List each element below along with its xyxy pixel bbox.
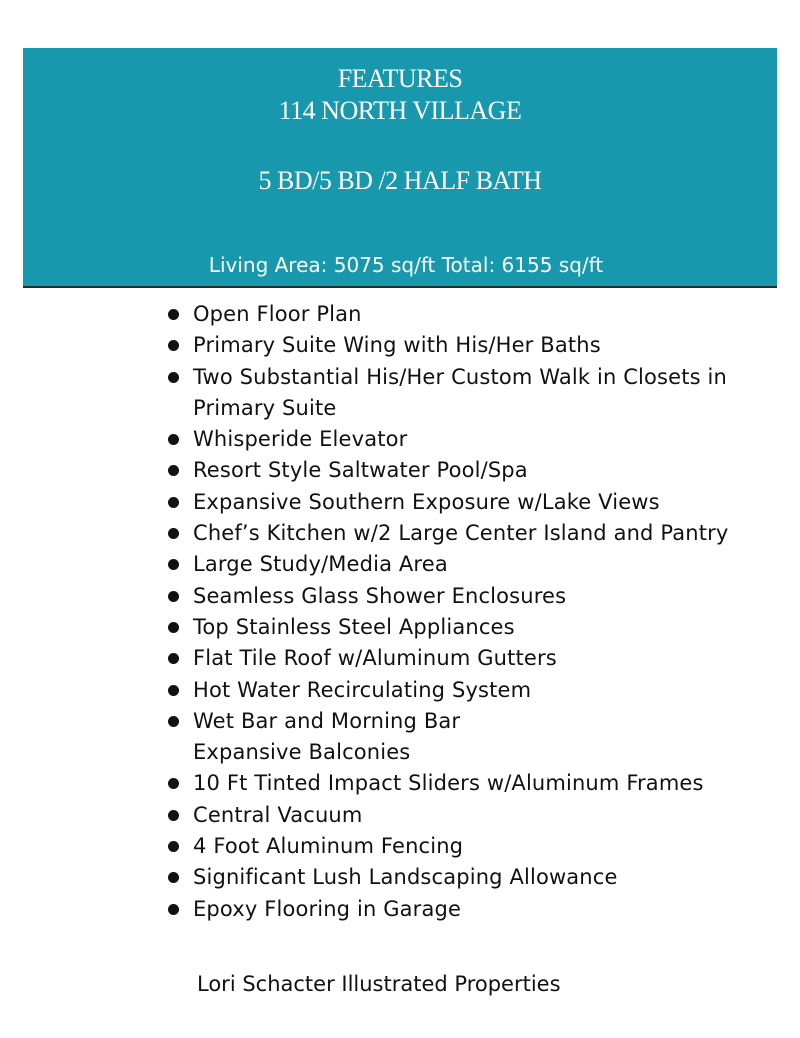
beds-baths: 5 BD/5 BD /2 HALF BATH bbox=[258, 166, 542, 195]
feature-text: Chef’s Kitchen w/2 Large Center Island and Pantry bbox=[193, 521, 729, 546]
feature-text: Epoxy Flooring in Garage bbox=[193, 896, 462, 921]
feature-text: Whisperide Elevator bbox=[193, 427, 408, 452]
feature-text: Top Stainless Steel Appliances bbox=[193, 614, 515, 639]
bullet-icon bbox=[168, 810, 179, 821]
feature-text: Expansive Southern Exposure w/Lake Views bbox=[193, 489, 660, 514]
bullet-icon bbox=[168, 778, 179, 789]
bullet-icon bbox=[168, 872, 179, 883]
feature-item bbox=[168, 362, 788, 393]
feature-item bbox=[168, 612, 788, 643]
feature-text: Seamless Glass Shower Enclosures bbox=[193, 583, 567, 608]
feature-text: Hot Water Recirculating System bbox=[193, 677, 532, 702]
bullet-icon bbox=[168, 716, 179, 727]
area-summary: Living Area: 5075 sq/ft Total: 6155 sq/ft bbox=[208, 253, 604, 277]
feature-text: Significant Lush Landscaping Allowance bbox=[193, 865, 618, 890]
feature-item bbox=[168, 455, 788, 486]
bullet-icon bbox=[168, 497, 179, 508]
bullet-icon bbox=[168, 841, 179, 852]
feature-text: Large Study/Media Area bbox=[193, 552, 448, 577]
divider bbox=[23, 286, 777, 288]
feature-text: Two Substantial His/Her Custom Walk in Closets in bbox=[193, 364, 727, 389]
feature-text: 4 Foot Aluminum Fencing bbox=[193, 834, 464, 859]
bullet-icon bbox=[168, 904, 179, 915]
feature-item bbox=[168, 768, 788, 799]
feature-text: Open Floor Plan bbox=[193, 302, 362, 326]
feature-item bbox=[168, 800, 788, 831]
agent-credit: Lori Schacter Illustrated Properties bbox=[197, 972, 561, 996]
bullet-icon bbox=[168, 591, 179, 602]
feature-text: Expansive Balconies bbox=[193, 740, 411, 765]
bullet-icon bbox=[168, 685, 179, 696]
feature-text: Central Vacuum bbox=[193, 802, 363, 827]
property-address: 114 NORTH VILLAGE bbox=[278, 96, 522, 125]
feature-item bbox=[168, 581, 788, 612]
bullet-icon bbox=[168, 340, 179, 351]
bullet-icon bbox=[168, 309, 179, 320]
feature-item bbox=[168, 894, 788, 925]
feature-text: Flat Tile Roof w/Aluminum Gutters bbox=[193, 646, 557, 671]
bullet-icon bbox=[168, 372, 179, 383]
feature-text: 10 Ft Tinted Impact Sliders w/Aluminum Frames bbox=[193, 771, 704, 796]
bullet-icon bbox=[168, 528, 179, 539]
feature-item bbox=[168, 643, 788, 674]
feature-item bbox=[168, 831, 788, 862]
bullet-icon bbox=[168, 653, 179, 664]
bullet-icon bbox=[168, 465, 179, 476]
feature-text: Wet Bar and Morning Bar bbox=[193, 708, 461, 733]
feature-item bbox=[168, 549, 788, 580]
bullet-icon bbox=[168, 559, 179, 570]
feature-item bbox=[168, 330, 788, 361]
feature-item bbox=[168, 862, 788, 893]
feature-text: Resort Style Saltwater Pool/Spa bbox=[193, 458, 528, 483]
feature-item bbox=[168, 393, 788, 424]
feature-item bbox=[168, 424, 788, 455]
feature-item bbox=[168, 706, 788, 737]
bullet-icon bbox=[168, 434, 179, 445]
feature-list bbox=[168, 299, 788, 925]
feature-item bbox=[168, 737, 788, 768]
feature-text: Primary Suite bbox=[193, 395, 337, 420]
feature-item bbox=[168, 518, 788, 549]
feature-text: Primary Suite Wing with His/Her Baths bbox=[193, 333, 601, 358]
feature-item bbox=[168, 675, 788, 706]
feature-item bbox=[168, 487, 788, 518]
features-heading: FEATURES bbox=[337, 64, 463, 93]
bullet-icon bbox=[168, 622, 179, 633]
feature-item bbox=[168, 299, 788, 330]
